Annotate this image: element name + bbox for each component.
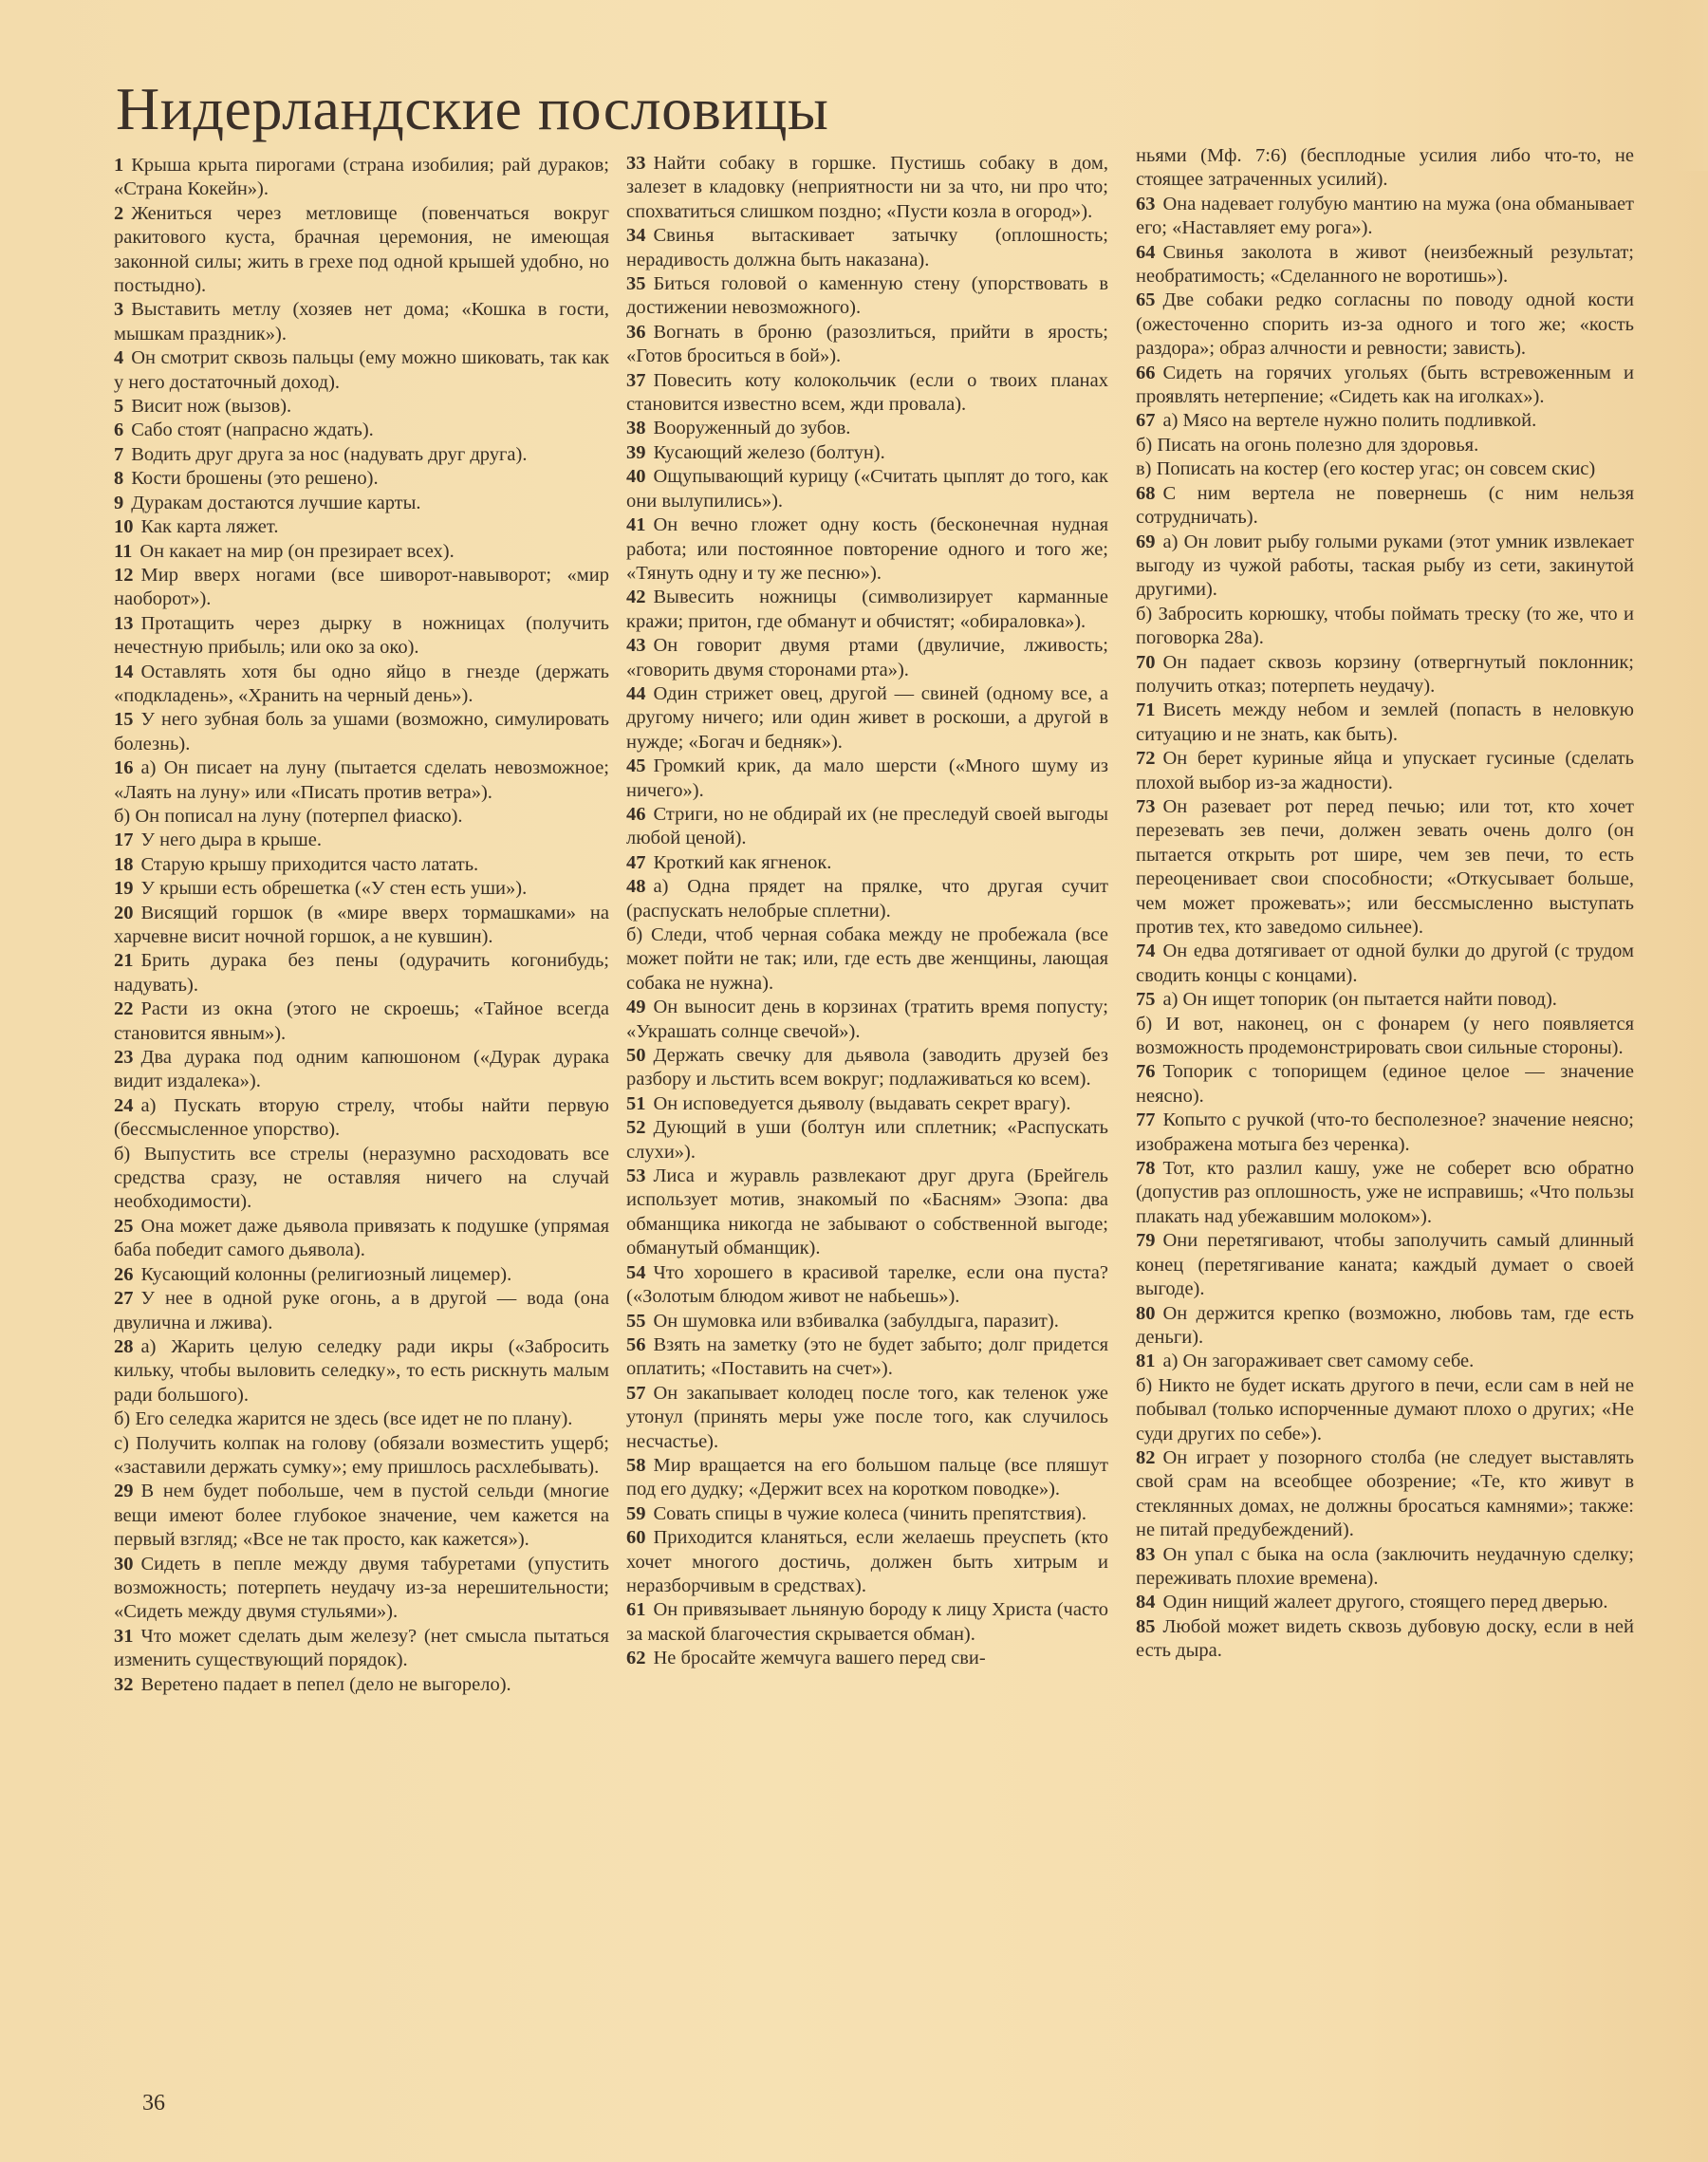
proverb-text: Что хорошего в красивой тарелке, если она пуста? («Золотым блюдом живот не набьешь»). <box>626 1261 1108 1308</box>
proverb-entry <box>114 540 609 564</box>
proverb-text: Дуракам достаются лучшие карты. <box>131 492 421 513</box>
proverb-number: 58 <box>626 1454 646 1476</box>
proverb-text: а) Одна прядет на прялке, что другая сучит (распускать нелобрые сплетни). <box>626 876 1108 922</box>
proverb-text: Лиса и журавль развлекают друг друга (Брейгель использует мотив, знакомый по «Басням» Эзопа: два обманщика никогда не забывают о собственной выгоде; обманутый обманщик). <box>626 1165 1108 1259</box>
proverb-number: 65 <box>1136 289 1156 311</box>
proverb-text: Он вечно гложет одну кость (бесконечная нудная работа; или постоянное повторение одного и того же; «Тянуть одну и ту же песню»). <box>626 514 1108 584</box>
proverb-text: Кусающий железо (болтун). <box>653 441 885 463</box>
proverb-text: Он едва дотягивает от одной булки до другой (с трудом сводить концы с концами). <box>1136 941 1634 986</box>
proverb-text: Свинья вытаскивает затычку (оплошность; нерадивость должна быть наказана). <box>626 225 1108 270</box>
proverb-entry <box>626 1044 1108 1092</box>
proverb-entry <box>626 417 1108 440</box>
proverb-text: Приходится кланяться, если желаешь преуспеть (кто хочет многого достичь, должен быть хитрым и неразборчивым в средствах). <box>626 1527 1108 1596</box>
proverb-entry <box>1136 1615 1634 1664</box>
proverb-text: Она надевает голубую мантию на мужа (она обманывает его; «Наставляет ему рога»). <box>1136 193 1634 239</box>
proverb-entry <box>114 515 609 539</box>
proverb-text: Стриги, но не обдирай их (не преследуй своей выгоды любой ценой). <box>626 803 1108 849</box>
proverb-number: 48 <box>626 876 646 898</box>
proverb-entry <box>114 612 609 661</box>
proverb-text: Он разевает рот перед печью; или тот, кто хочет перезевать зев печи, должен зевать очень долго (он пытается открыть рот шире, чем зев печи, то есть переоценивает свои способности; «Откусывает больше, чем может прожевать»; или бессмысленно выступать против тех, кто заведомо сильнее). <box>1136 795 1634 938</box>
proverb-entry <box>1136 795 1634 940</box>
proverb-entry <box>1136 482 1634 531</box>
proverb-entry <box>114 1287 609 1335</box>
text-column-3 <box>1136 144 1634 1664</box>
proverb-number: 60 <box>626 1527 646 1549</box>
proverb-text: Мир вверх ногами (все шиворот-навыворот; «мир наоборот»). <box>114 564 609 610</box>
proverb-entry <box>626 1454 1108 1502</box>
proverb-entry <box>114 564 609 612</box>
proverb-text: Что может сделать дым железу? (нет смысла пытаться изменить существующий порядок). <box>114 1625 609 1671</box>
proverb-number: 39 <box>626 441 646 463</box>
proverb-number: 57 <box>626 1382 646 1404</box>
proverb-number: 73 <box>1136 795 1156 817</box>
proverb-entry <box>114 1480 609 1552</box>
proverb-number: 70 <box>1136 651 1156 673</box>
text-column-2 <box>626 152 1108 1671</box>
proverb-number: 17 <box>114 829 134 851</box>
proverb-number: 66 <box>1136 362 1156 383</box>
proverb-entry <box>1136 144 1634 193</box>
proverb-entry <box>114 202 609 299</box>
proverb-text: Как карта ляжет. <box>140 516 279 538</box>
proverb-entry <box>1136 603 1634 651</box>
proverb-text: Висящий горшок (в «мире вверх тормашками» на харчевне висит ночной горшок, а не кувшин). <box>114 902 609 947</box>
proverb-entry <box>1136 1446 1634 1543</box>
proverb-entry <box>114 1215 609 1263</box>
proverb-number: 11 <box>114 540 133 562</box>
proverb-text: Висит нож (вызов). <box>131 396 292 418</box>
proverb-text: б) Писать на огонь полезно для здоровья. <box>1136 434 1479 456</box>
proverb-text: Водить друг друга за нос (надувать друг друга). <box>131 443 528 465</box>
proverb-text: Он шумовка или взбивалка (забулдыга, паразит). <box>653 1310 1059 1332</box>
proverb-number: 27 <box>114 1288 134 1310</box>
proverb-entry <box>626 1310 1108 1333</box>
proverb-text: Он держится крепко (возможно, любовь там, где есть деньги). <box>1136 1302 1634 1348</box>
proverb-text: Свинья заколота в живот (неизбежный результат; необратимость; «Сделанного не воротишь»). <box>1136 241 1634 288</box>
proverb-entry <box>114 1553 609 1625</box>
proverb-entry <box>114 395 609 419</box>
proverb-text: У крыши есть обрешетка («У стен есть уши»). <box>140 878 528 900</box>
proverb-entry <box>626 1261 1108 1310</box>
proverb-entry <box>114 949 609 997</box>
proverb-number: 23 <box>114 1047 134 1069</box>
proverb-entry <box>1136 747 1634 795</box>
proverb-entry <box>114 346 609 395</box>
proverb-text: Он говорит двумя ртами (двуличие, лживость; «говорить двумя сторонами рта»). <box>626 635 1108 680</box>
proverb-number: 36 <box>626 321 646 343</box>
proverb-entry <box>1136 1591 1634 1614</box>
proverb-text: Два дурака под одним капюшоном («Дурак дурака видит издалека»). <box>114 1047 609 1092</box>
proverb-text: б) Никто не будет искать другого в печи, если сам в ней не побывал (только испорченные думают плохо о других; «Не суди других по себе»). <box>1136 1374 1634 1444</box>
proverb-text: Один нищий жалеет другого, стоящего перед дверью. <box>1162 1592 1608 1613</box>
proverb-text: в) Пописать на костер (его костер угас; он совсем скис) <box>1136 458 1596 480</box>
proverb-number: 81 <box>1136 1351 1156 1372</box>
proverb-text: У него зубная боль за ушами (возможно, симулировать болезнь). <box>114 709 609 755</box>
proverb-number: 49 <box>626 997 646 1018</box>
proverb-entry <box>114 661 609 709</box>
proverb-entry <box>114 877 609 901</box>
proverb-number: 62 <box>626 1648 646 1669</box>
proverb-entry <box>1136 1543 1634 1592</box>
proverb-number: 72 <box>1136 748 1156 770</box>
proverb-text: Он привязывает льняную бороду к лицу Христа (часто за маской благочестия скрывается обман). <box>626 1599 1108 1645</box>
proverb-number: 22 <box>114 998 134 1020</box>
proverb-text: Он исповедуется дьяволу (выдавать секрет врагу). <box>653 1092 1071 1114</box>
proverb-entry <box>114 298 609 346</box>
proverb-number: 44 <box>626 682 646 704</box>
proverb-entry <box>1136 193 1634 241</box>
proverb-number: 53 <box>626 1165 646 1187</box>
proverb-number: 54 <box>626 1261 646 1283</box>
proverb-text: Она может даже дьявола привязать к подушке (упрямая баба победит самого дьявола). <box>114 1215 609 1261</box>
proverb-text: б) Выпустить все стрелы (неразумно расходовать все средства сразу, не оставляя ничего на случай необходимости). <box>114 1143 609 1213</box>
proverb-entry <box>626 875 1108 923</box>
proverb-text: б) Он пописал на луну (потерпел фиаско). <box>114 805 463 827</box>
proverb-text: Дующий в уши (болтун или сплетник; «Распускать слухи»). <box>626 1117 1108 1163</box>
proverb-number: 35 <box>626 273 646 295</box>
proverb-number: 71 <box>1136 699 1156 721</box>
proverb-text: В нем будет побольше, чем в пустой сельди (многие вещи имеют более глубокое значение, чем кажется на первый взгляд; «Все не так просто, как кажется»). <box>114 1481 609 1551</box>
proverb-number: 47 <box>626 851 646 873</box>
proverb-number: 33 <box>626 153 646 174</box>
proverb-number: 59 <box>626 1502 646 1524</box>
proverb-number: 8 <box>114 468 124 490</box>
proverb-number: 6 <box>114 419 124 441</box>
proverb-entry <box>1136 1013 1634 1061</box>
proverb-number: 24 <box>114 1094 134 1116</box>
text-column-1 <box>114 154 609 1697</box>
proverb-number: 3 <box>114 299 124 321</box>
proverb-number: 37 <box>626 369 646 391</box>
proverb-entry <box>114 756 609 805</box>
proverb-text: Две собаки редко согласны по поводу одной кости (ожесточенно спорить из-за одного и того же; «кость раздора»; образ алчности и ревности; зависть). <box>1136 289 1634 360</box>
proverb-text: Висеть между небом и землей (попасть в неловкую ситуацию и не знать, как быть). <box>1136 699 1634 745</box>
proverb-text: б) Следи, чтоб черная собака между не пробежала (все может пойти не так; или, где есть две женщины, лающая собака не нужна). <box>626 924 1108 994</box>
proverb-text: Вооруженный до зубов. <box>653 418 851 439</box>
proverb-number: 13 <box>114 612 134 634</box>
proverb-text: Он какает на мир (он презирает всех). <box>139 540 455 562</box>
proverb-entry <box>114 443 609 467</box>
proverb-text: Жениться через метловище (повенчаться вокруг ракитового куста, брачная церемония, не имеющая законной силы; жить в грехе под одной крышей удобно, но постыдно). <box>114 202 609 297</box>
proverb-number: 64 <box>1136 241 1156 263</box>
proverb-number: 40 <box>626 466 646 488</box>
proverb-entry <box>626 152 1108 224</box>
proverb-entry <box>626 1333 1108 1382</box>
proverb-number: 26 <box>114 1263 134 1285</box>
proverb-entry <box>626 465 1108 513</box>
proverb-entry <box>626 923 1108 996</box>
proverb-text: Сидеть в пепле между двумя табуретами (упустить возможность; потерпеть неудачу из-за нерешительности; «Сидеть между двумя стульями»). <box>114 1553 609 1623</box>
proverb-entry <box>626 441 1108 465</box>
proverb-entry <box>114 1263 609 1287</box>
proverb-text: Копыто с ручкой (что-то бесполезное? значение неясно; изображена мотыга без черенка). <box>1136 1109 1634 1155</box>
proverb-number: 20 <box>114 902 134 923</box>
proverb-number: 10 <box>114 516 134 538</box>
proverb-text: б) И вот, наконец, он с фонарем (у него появляется возможность продемонстрировать свои сильные стороны). <box>1136 1013 1634 1059</box>
proverb-text: Совать спицы в чужие колеса (чинить препятствия). <box>653 1502 1087 1524</box>
proverb-text: Протащить через дырку в ножницах (получить нечестную прибыль; или око за око). <box>114 612 609 659</box>
proverb-entry <box>114 1407 609 1431</box>
proverb-entry <box>626 682 1108 755</box>
proverb-text: У нее в одной руке огонь, а в другой — вода (она двулична и лжива). <box>114 1288 609 1333</box>
proverb-entry <box>626 224 1108 272</box>
proverb-entry <box>1136 940 1634 988</box>
proverb-entry <box>626 1502 1108 1526</box>
proverb-text: ньями (Мф. 7:6) (бесплодные усилия либо что-то, не стоящее затраченных усилий). <box>1136 145 1634 191</box>
proverb-text: Ощупывающий курицу («Считать цыплят до того, как они вылупились»). <box>626 466 1108 512</box>
proverb-text: Оставлять хотя бы одно яйцо в гнезде (держать «подкладень», «Хранить на черный день»). <box>114 661 609 706</box>
proverb-number: 50 <box>626 1045 646 1067</box>
proverb-entry <box>626 755 1108 803</box>
proverb-text: а) Пускать вторую стрелу, чтобы найти первую (бессмысленное упорство). <box>114 1094 609 1141</box>
proverb-number: 30 <box>114 1553 134 1575</box>
page-number: 36 <box>142 2091 165 2115</box>
proverb-entry <box>626 1092 1108 1116</box>
proverb-text: Он смотрит сквозь пальцы (ему можно шиковать, так как у него достаточный доход). <box>114 347 609 393</box>
proverb-entry <box>626 1526 1108 1598</box>
proverb-number: 4 <box>114 347 124 369</box>
proverb-entry <box>1136 409 1634 433</box>
proverb-number: 52 <box>626 1117 646 1139</box>
proverb-entry <box>1136 1374 1634 1446</box>
proverb-number: 7 <box>114 443 124 465</box>
proverb-text: Мир вращается на его большом пальце (все пляшут под его дудку; «Держит всех на коротком поводке»). <box>626 1454 1108 1500</box>
proverb-entry <box>626 586 1108 634</box>
proverb-number: 77 <box>1136 1109 1156 1131</box>
proverb-text: Расти из окна (этого не скроешь; «Тайное всегда становится явным»). <box>114 998 609 1044</box>
proverb-number: 80 <box>1136 1302 1156 1324</box>
proverb-entry <box>626 272 1108 321</box>
proverb-number: 83 <box>1136 1543 1156 1565</box>
proverb-entry <box>114 1094 609 1143</box>
proverb-number: 32 <box>114 1673 134 1695</box>
proverb-number: 21 <box>114 950 134 972</box>
proverb-entry <box>114 1625 609 1673</box>
proverb-text: Любой может видеть сквозь дубовую доску, если в ней есть дыра. <box>1136 1615 1634 1662</box>
proverb-text: Веретено падает в пепел (дело не выгорело). <box>140 1673 511 1695</box>
proverb-text: Вогнать в броню (разозлиться, прийти в ярость; «Готов броситься в бой»). <box>626 321 1108 367</box>
proverb-text: Вывесить ножницы (символизирует карманные кражи; притон, где обманут и обчистят; «обираловка»). <box>626 587 1108 632</box>
proverb-entry <box>1136 1350 1634 1373</box>
proverb-entry <box>114 853 609 877</box>
proverb-number: 56 <box>626 1333 646 1355</box>
proverb-entry <box>114 1673 609 1697</box>
proverb-number: 82 <box>1136 1446 1156 1468</box>
proverb-text: Найти собаку в горшке. Пустишь собаку в дом, залезет в кладовку (неприятности ни за что, ни про что; спохватиться слишком поздно; «Пусти козла в огород»). <box>626 153 1108 222</box>
proverb-entry <box>114 1143 609 1215</box>
proverb-text: Взять на заметку (это не будет забыто; долг придется оплатить; «Поставить на счет»). <box>626 1333 1108 1380</box>
proverb-text: Кусающий колонны (религиозный лицемер). <box>140 1263 512 1285</box>
proverb-number: 78 <box>1136 1158 1156 1180</box>
proverb-text: а) Жарить целую селедку ради икры («Забросить кильку, чтобы выловить селедку», то есть рискнуть малым ради большого). <box>114 1335 609 1406</box>
proverb-entry <box>1136 434 1634 457</box>
proverb-number: 25 <box>114 1215 134 1237</box>
proverb-entry <box>626 1382 1108 1454</box>
proverb-number: 16 <box>114 757 134 779</box>
proverb-text: Топорик с топорищем (единое целое — значение неясно). <box>1136 1061 1634 1107</box>
proverb-number: 61 <box>626 1599 646 1621</box>
proverb-entry <box>626 803 1108 851</box>
proverb-text: Кроткий как ягненок. <box>653 851 832 873</box>
proverb-entry <box>626 851 1108 875</box>
proverb-text: с) Получить колпак на голову (обязали возместить ущерб; «заставили держать сумку»; ему пришлось расхлебывать). <box>114 1432 609 1478</box>
proverb-entry <box>1136 531 1634 603</box>
proverb-entry <box>626 1598 1108 1647</box>
proverb-text: Тот, кто разлил кашу, уже не соберет всю обратно (допустив раз оплошность, уже не исправишь; «Что пользы плакать над убежавшим молоком»). <box>1136 1158 1634 1227</box>
proverb-text: а) Он писает на луну (пытается сделать невозможное; «Лаять на луну» или «Писать против ветра»). <box>114 757 609 803</box>
proverb-text: а) Он загораживает свет самому себе. <box>1162 1351 1475 1372</box>
proverb-text: Сабо стоят (напрасно ждать). <box>131 419 374 441</box>
proverb-number: 76 <box>1136 1061 1156 1083</box>
proverb-number: 28 <box>114 1335 134 1357</box>
proverb-entry <box>114 902 609 950</box>
proverb-entry <box>114 997 609 1046</box>
proverb-entry <box>1136 241 1634 289</box>
proverb-number: 79 <box>1136 1230 1156 1252</box>
proverb-entry <box>626 369 1108 418</box>
proverb-entry <box>1136 1157 1634 1229</box>
proverb-number: 2 <box>114 202 124 224</box>
proverb-number: 31 <box>114 1625 134 1647</box>
proverb-entry <box>1136 651 1634 699</box>
proverb-number: 42 <box>626 587 646 608</box>
proverb-number: 74 <box>1136 941 1156 962</box>
proverb-entry <box>1136 1302 1634 1351</box>
proverb-entry <box>626 321 1108 369</box>
proverb-text: Старую крышу приходится часто латать. <box>140 853 479 875</box>
proverb-number: 18 <box>114 853 134 875</box>
proverb-text: У него дыра в крыше. <box>140 829 322 851</box>
proverb-text: а) Он ищет топорик (он пытается найти повод). <box>1162 989 1557 1011</box>
proverb-text: Он играет у позорного столба (не следует выставлять свой срам на всеобщее обозрение; «Те, кто живут в стеклянных домах, не должны бросаться камнями»; также: не питай предубеждений). <box>1136 1446 1634 1541</box>
proverb-text: Крыша крыта пирогами (страна изобилия; рай дураков; «Страна Кокейн»). <box>114 155 609 200</box>
page-edge-decoration <box>1672 0 1708 171</box>
proverb-text: Он упал с быка на осла (заключить неудачную сделку; переживать плохие времена). <box>1136 1543 1634 1589</box>
proverb-number: 43 <box>626 635 646 657</box>
proverb-number: 46 <box>626 803 646 825</box>
proverb-number: 67 <box>1136 410 1156 432</box>
proverb-text: Громкий крик, да мало шерсти («Много шуму из ничего»). <box>626 755 1108 801</box>
proverb-entry <box>114 154 609 202</box>
proverb-text: а) Он ловит рыбу голыми руками (этот умник извлекает выгоду из чужой работы, таская рыбу из сети, закинутой другими). <box>1136 531 1634 601</box>
proverb-text: Кости брошены (это решено). <box>131 468 379 490</box>
proverb-number: 15 <box>114 709 134 731</box>
proverb-entry <box>1136 988 1634 1012</box>
proverb-entry <box>1136 1060 1634 1109</box>
proverb-number: 51 <box>626 1092 646 1114</box>
proverb-entry <box>114 467 609 491</box>
proverb-number: 41 <box>626 514 646 536</box>
proverb-entry <box>1136 699 1634 747</box>
proverb-entry <box>114 829 609 852</box>
proverb-text: Он выносит день в корзинах (тратить время попусту; «Украшать солнце свечой»). <box>626 997 1108 1042</box>
proverb-entry <box>114 708 609 756</box>
proverb-entry <box>626 996 1108 1044</box>
proverb-number: 9 <box>114 492 124 513</box>
proverb-text: б) Его селедка жарится не здесь (все идет не по плану). <box>114 1408 573 1430</box>
proverb-number: 34 <box>626 225 646 247</box>
proverb-entry <box>626 1116 1108 1165</box>
proverb-entry <box>114 492 609 515</box>
proverb-number: 69 <box>1136 531 1156 552</box>
proverb-entry <box>626 1647 1108 1670</box>
proverb-entry <box>114 419 609 442</box>
proverb-number: 29 <box>114 1481 134 1502</box>
proverb-text: Он берет куриные яйца и упускает гусиные (сделать плохой выбор из-за жадности). <box>1136 748 1634 793</box>
proverb-number: 63 <box>1136 193 1156 214</box>
proverb-number: 85 <box>1136 1615 1156 1637</box>
proverb-text: Он падает сквозь корзину (отвергнутый поклонник; получить отказ; потерпеть неудачу). <box>1136 651 1634 697</box>
proverb-text: Сидеть на горячих угольях (быть встревоженным и проявлять нетерпение; «Сидеть как на иголках»). <box>1136 362 1634 408</box>
proverb-number: 12 <box>114 564 134 586</box>
proverb-number: 14 <box>114 661 134 682</box>
proverb-entry <box>114 1335 609 1407</box>
proverb-entry <box>1136 289 1634 361</box>
proverb-text: Не бросайте жемчуга вашего перед сви- <box>653 1648 986 1669</box>
proverb-number: 68 <box>1136 482 1156 504</box>
proverb-number: 45 <box>626 755 646 777</box>
proverb-entry <box>626 513 1108 586</box>
proverb-entry <box>1136 457 1634 481</box>
proverb-entry <box>114 1432 609 1481</box>
proverb-text: б) Забросить корюшку, чтобы поймать треску (то же, что и поговорка 28а). <box>1136 603 1634 649</box>
proverb-number: 1 <box>114 155 124 176</box>
proverb-text: Биться головой о каменную стену (упорствовать в достижении невозможного). <box>626 273 1108 319</box>
proverb-text: Они перетягивают, чтобы заполучить самый длинный конец (перетягивание каната; каждый думает о своей выгоде). <box>1136 1230 1634 1300</box>
proverb-text: Держать свечку для дьявола (заводить друзей без разбору и льстить всем вокруг; подлаживаться ко всем). <box>626 1045 1108 1090</box>
proverb-text: Брить дурака без пены (одурачить когонибудь; надувать). <box>114 950 609 996</box>
proverb-number: 38 <box>626 418 646 439</box>
proverb-entry <box>1136 362 1634 410</box>
proverb-entry <box>626 634 1108 682</box>
proverb-number: 84 <box>1136 1592 1156 1613</box>
proverb-entry <box>114 805 609 829</box>
proverb-text: Он закапывает колодец после того, как теленок уже утонул (принять меры уже после того, как случилось несчастье). <box>626 1382 1108 1452</box>
proverb-number: 55 <box>626 1310 646 1332</box>
proverb-text: а) Мясо на вертеле нужно полить подливкой. <box>1162 410 1537 432</box>
proverb-number: 75 <box>1136 989 1156 1011</box>
proverb-number: 19 <box>114 878 134 900</box>
proverb-entry <box>114 1046 609 1094</box>
proverb-number: 5 <box>114 396 124 418</box>
proverb-text: Один стрижет овец, другой — свиней (одному все, а другому ничего; или один живет в роскоши, а другой в нужде; «Богач и бедняк»). <box>626 682 1108 753</box>
proverb-entry <box>1136 1109 1634 1157</box>
proverb-entry <box>626 1165 1108 1261</box>
page-title: Нидерландские пословицы <box>116 75 829 142</box>
proverb-text: Повесить коту колокольчик (если о твоих планах становится известно всем, жди провала). <box>626 369 1108 416</box>
proverb-text: С ним вертела не повернешь (с ним нельзя сотрудничать). <box>1136 482 1634 529</box>
proverb-text: Выставить метлу (хозяев нет дома; «Кошка в гости, мышкам праздник»). <box>114 299 609 345</box>
proverb-entry <box>1136 1229 1634 1301</box>
